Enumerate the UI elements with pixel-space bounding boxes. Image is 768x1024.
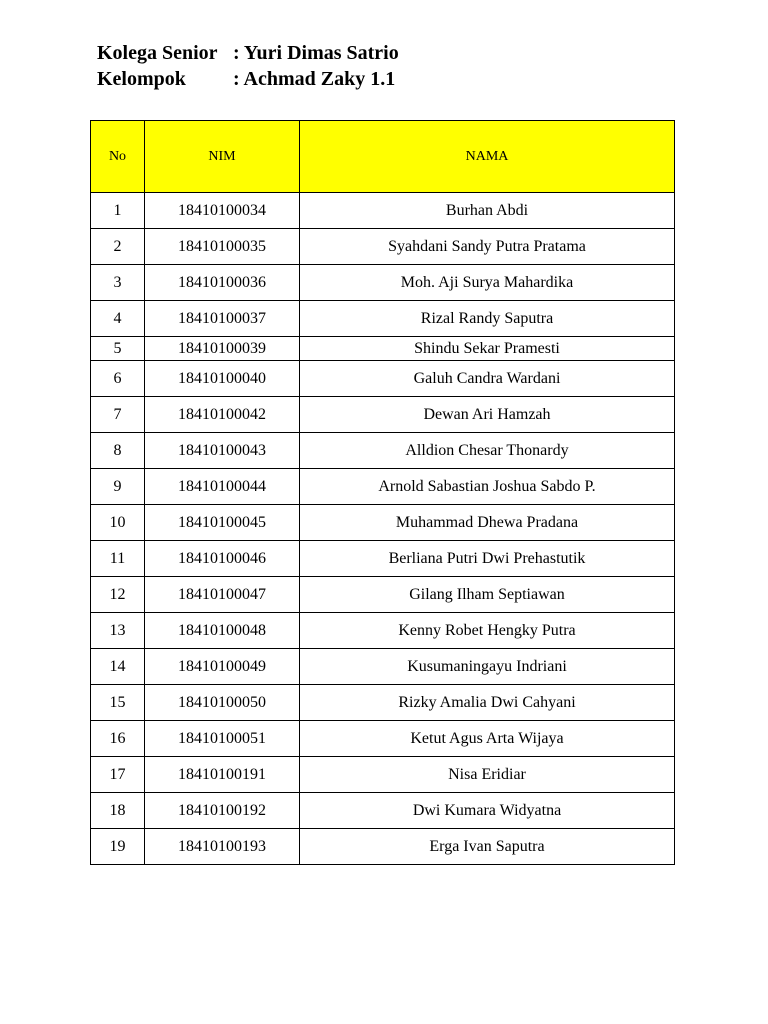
senior-label: Kolega Senior bbox=[97, 42, 218, 64]
cell-nim: 18410100192 bbox=[145, 793, 300, 829]
group-label: Kelompok bbox=[97, 68, 186, 90]
group-row bbox=[97, 66, 399, 92]
cell-nim: 18410100042 bbox=[145, 397, 300, 433]
cell-no: 15 bbox=[91, 685, 145, 721]
senior-value: : Yuri Dimas Satrio bbox=[233, 42, 399, 64]
cell-no: 11 bbox=[91, 541, 145, 577]
table-row bbox=[91, 469, 675, 505]
cell-nim: 18410100051 bbox=[145, 721, 300, 757]
cell-nama: Kenny Robet Hengky Putra bbox=[300, 613, 675, 649]
cell-nim: 18410100037 bbox=[145, 301, 300, 337]
cell-no: 6 bbox=[91, 361, 145, 397]
cell-nim: 18410100046 bbox=[145, 541, 300, 577]
cell-no: 12 bbox=[91, 577, 145, 613]
cell-nama: Gilang Ilham Septiawan bbox=[300, 577, 675, 613]
cell-nama: Shindu Sekar Pramesti bbox=[300, 337, 675, 361]
cell-nama: Moh. Aji Surya Mahardika bbox=[300, 265, 675, 301]
table-row bbox=[91, 505, 675, 541]
table-row bbox=[91, 829, 675, 865]
cell-nim: 18410100040 bbox=[145, 361, 300, 397]
cell-nama: Alldion Chesar Thonardy bbox=[300, 433, 675, 469]
table-row bbox=[91, 793, 675, 829]
cell-no: 9 bbox=[91, 469, 145, 505]
cell-no: 7 bbox=[91, 397, 145, 433]
cell-nim: 18410100193 bbox=[145, 829, 300, 865]
table-row bbox=[91, 361, 675, 397]
table-row bbox=[91, 433, 675, 469]
cell-no: 17 bbox=[91, 757, 145, 793]
table-row bbox=[91, 229, 675, 265]
cell-nama: Burhan Abdi bbox=[300, 193, 675, 229]
cell-nim: 18410100039 bbox=[145, 337, 300, 361]
table-body bbox=[91, 193, 675, 865]
cell-no: 10 bbox=[91, 505, 145, 541]
table-row bbox=[91, 685, 675, 721]
cell-nim: 18410100045 bbox=[145, 505, 300, 541]
table-row bbox=[91, 721, 675, 757]
cell-no: 3 bbox=[91, 265, 145, 301]
group-value: : Achmad Zaky 1.1 bbox=[233, 68, 396, 90]
cell-nama: Muhammad Dhewa Pradana bbox=[300, 505, 675, 541]
cell-no: 1 bbox=[91, 193, 145, 229]
cell-no: 4 bbox=[91, 301, 145, 337]
cell-nama: Galuh Candra Wardani bbox=[300, 361, 675, 397]
cell-nim: 18410100050 bbox=[145, 685, 300, 721]
table-row bbox=[91, 301, 675, 337]
senior-row bbox=[97, 40, 399, 66]
table-row bbox=[91, 757, 675, 793]
cell-no: 14 bbox=[91, 649, 145, 685]
cell-nama: Rizky Amalia Dwi Cahyani bbox=[300, 685, 675, 721]
cell-no: 19 bbox=[91, 829, 145, 865]
document-header bbox=[97, 40, 399, 92]
cell-nim: 18410100036 bbox=[145, 265, 300, 301]
cell-nim: 18410100047 bbox=[145, 577, 300, 613]
cell-no: 16 bbox=[91, 721, 145, 757]
cell-no: 5 bbox=[91, 337, 145, 361]
cell-nim: 18410100191 bbox=[145, 757, 300, 793]
cell-no: 13 bbox=[91, 613, 145, 649]
cell-nama: Nisa Eridiar bbox=[300, 757, 675, 793]
cell-nim: 18410100048 bbox=[145, 613, 300, 649]
cell-nim: 18410100049 bbox=[145, 649, 300, 685]
cell-no: 2 bbox=[91, 229, 145, 265]
cell-nim: 18410100034 bbox=[145, 193, 300, 229]
member-table bbox=[90, 120, 675, 865]
table-row bbox=[91, 193, 675, 229]
cell-nama: Kusumaningayu Indriani bbox=[300, 649, 675, 685]
column-header-nama: NAMA bbox=[300, 121, 675, 193]
cell-nama: Dewan Ari Hamzah bbox=[300, 397, 675, 433]
table-header-row bbox=[91, 121, 675, 193]
cell-no: 8 bbox=[91, 433, 145, 469]
cell-nim: 18410100043 bbox=[145, 433, 300, 469]
cell-nama: Dwi Kumara Widyatna bbox=[300, 793, 675, 829]
table-row bbox=[91, 337, 675, 361]
cell-nama: Syahdani Sandy Putra Pratama bbox=[300, 229, 675, 265]
table-row bbox=[91, 265, 675, 301]
column-header-nim: NIM bbox=[145, 121, 300, 193]
table-row bbox=[91, 613, 675, 649]
cell-nim: 18410100044 bbox=[145, 469, 300, 505]
cell-nama: Ketut Agus Arta Wijaya bbox=[300, 721, 675, 757]
table-row bbox=[91, 577, 675, 613]
cell-nama: Arnold Sabastian Joshua Sabdo P. bbox=[300, 469, 675, 505]
cell-no: 18 bbox=[91, 793, 145, 829]
column-header-no: No bbox=[91, 121, 145, 193]
table-row bbox=[91, 649, 675, 685]
table-row bbox=[91, 541, 675, 577]
cell-nim: 18410100035 bbox=[145, 229, 300, 265]
cell-nama: Berliana Putri Dwi Prehastutik bbox=[300, 541, 675, 577]
table-row bbox=[91, 397, 675, 433]
cell-nama: Rizal Randy Saputra bbox=[300, 301, 675, 337]
cell-nama: Erga Ivan Saputra bbox=[300, 829, 675, 865]
